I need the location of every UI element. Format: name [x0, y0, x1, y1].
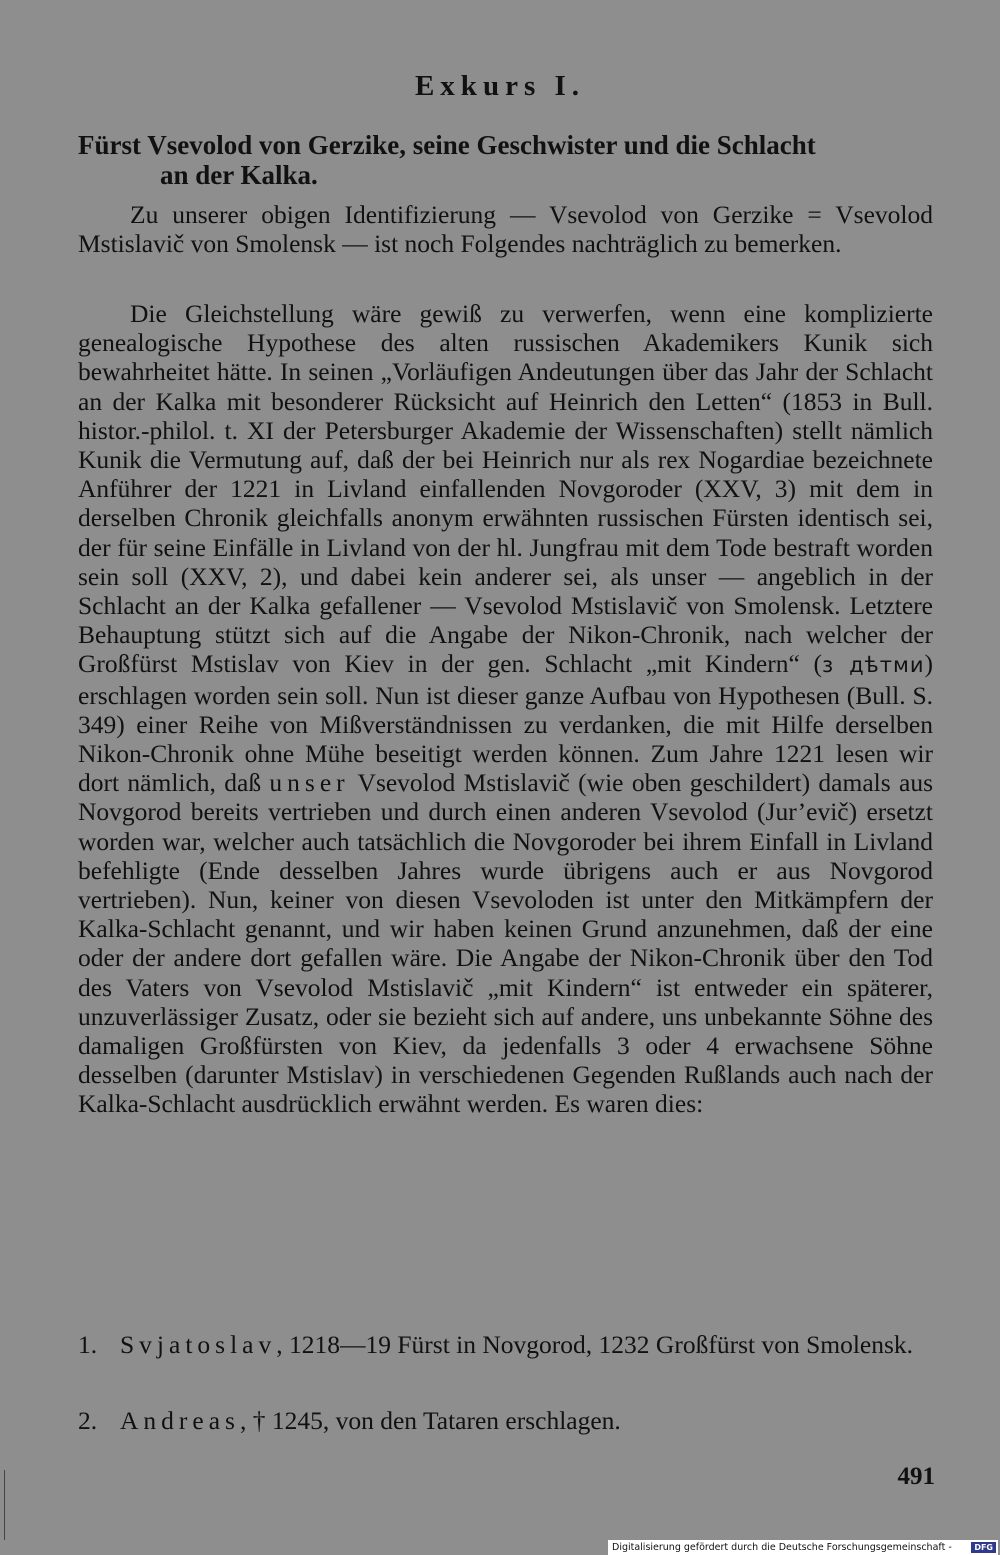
cyrillic-quote: з дѣтми	[821, 653, 925, 678]
paragraph-2-text-a: Die Gleichstellung wäre gewiß zu verwerfen, wenn eine komplizierte genealogische Hypothese des alten russischen Akademikers Kunik sich bewahrheitet hätte. In seinen „Vorläufigen Andeutungen über das Jahr der Schlacht an der Kalka mit besonderer Rücksicht auf Heinrich den Letten“ (1853 in Bull. histor.-philol. t. XI der Petersburger Akademie der Wissenschaften) stellt nämlich Kunik die Vermutung auf, daß der bei Heinrich nur als rex Nogardiae bezeichnete Anführer der 1221 in Livland einfallenden Novgoroder (XXV, 3) mit dem in derselben Chronik gleichfalls anonym erwähnten russischen Fürsten identisch sei, der für seine Einfälle in Livland von der hl. Jungfrau mit dem Tode bestraft worden sein soll (XXV, 2), und dabei kein anderer sei, als unser — angeblich in der Schlacht an der Kalka gefallener — Vsevolod Mstislavič von Smolensk. Letztere Behauptung stützt sich auf die Angabe der Nikon-Chronik, nach welcher der Großfürst Mstislav von Kiev in der gen. Schlacht „mit Kindern“ (	[78, 299, 933, 679]
paragraph-2	[78, 299, 933, 1119]
list-item-name: Svjatoslav	[120, 1330, 277, 1359]
section-title	[78, 130, 938, 190]
section-title-line-2: an der Kalka.	[160, 160, 318, 190]
page-number: 491	[897, 1463, 935, 1490]
section-title-line-1: Fürst Vsevolod von Gerzike, seine Geschwister und die Schlacht	[78, 130, 816, 160]
digitization-footer	[608, 1540, 998, 1555]
footer-credit-text: Digitalisierung gefördert durch die Deutsche Forschungsgemeinschaft -	[612, 1542, 952, 1553]
list-item-number: 1.	[78, 1330, 98, 1359]
excursus-heading: Exkurs I.	[414, 70, 586, 102]
page-edge-line	[4, 1470, 5, 1540]
list-item-text: , † 1245, von den Tataren erschlagen.	[239, 1406, 621, 1435]
paragraph-2-text-b: ) erschlagen worden sein soll. Nun ist dieser ganze Aufbau von Hypothesen (Bull. S. 349) einer Reihe von Mißverständnissen zu verdanken, die mit Hilfe derselben Nikon-Chronik ohne Mühe beseitigt werden können. Zum Jahre 1221 lesen wir dort nämlich, daß	[78, 649, 933, 798]
list-item-text: , 1218—19 Fürst in Novgorod, 1232 Großfürst von Smolensk.	[276, 1330, 914, 1359]
dfg-logo: DFG	[971, 1542, 996, 1553]
list-item-number: 2.	[78, 1406, 98, 1435]
list-item	[78, 1330, 938, 1360]
list-item	[78, 1406, 938, 1436]
emphasized-word: unser	[269, 768, 350, 798]
paragraph-1: Zu unserer obigen Identifizierung — Vsevolod von Gerzike = Vsevolod Mstislavič von Smolensk — ist noch Folgendes nachträglich zu bemerken.	[78, 200, 933, 259]
list-item-name: Andreas	[120, 1406, 240, 1435]
paragraph-2-text-c: Vsevolod Mstislavič (wie oben geschildert) damals aus Novgorod bereits vertrieben und durch einen anderen Vsevolod (Jur’evič) ersetzt worden war, welcher auch tatsächlich die Novgoroder bei ihrem Einfall in Livland befehligte (Ende desselben Jahres wurde übrigens auch er aus Novgorod vertrieben). Nun, keiner von diesen Vsevoloden ist unter den Mitkämpfern der Kalka-Schlacht genannt, und wir haben keinen Grund anzunehmen, daß der eine oder der andere dort gefallen wäre. Die Angabe der Nikon-Chronik über den Tod des Vaters von Vsevolod Mstislavič „mit Kindern“ ist entweder ein späterer, unzuverlässiger Zusatz, oder sie bezieht sich auf andere, uns unbekannte Söhne des damaligen Großfürsten von Kiev, da jedenfalls 3 oder 4 erwachsene Söhne desselben (darunter Mstislav) in verschiedenen Gegenden Rußlands auch nach der Kalka-Schlacht ausdrücklich erwähnt werden. Es waren dies:	[78, 768, 933, 1119]
